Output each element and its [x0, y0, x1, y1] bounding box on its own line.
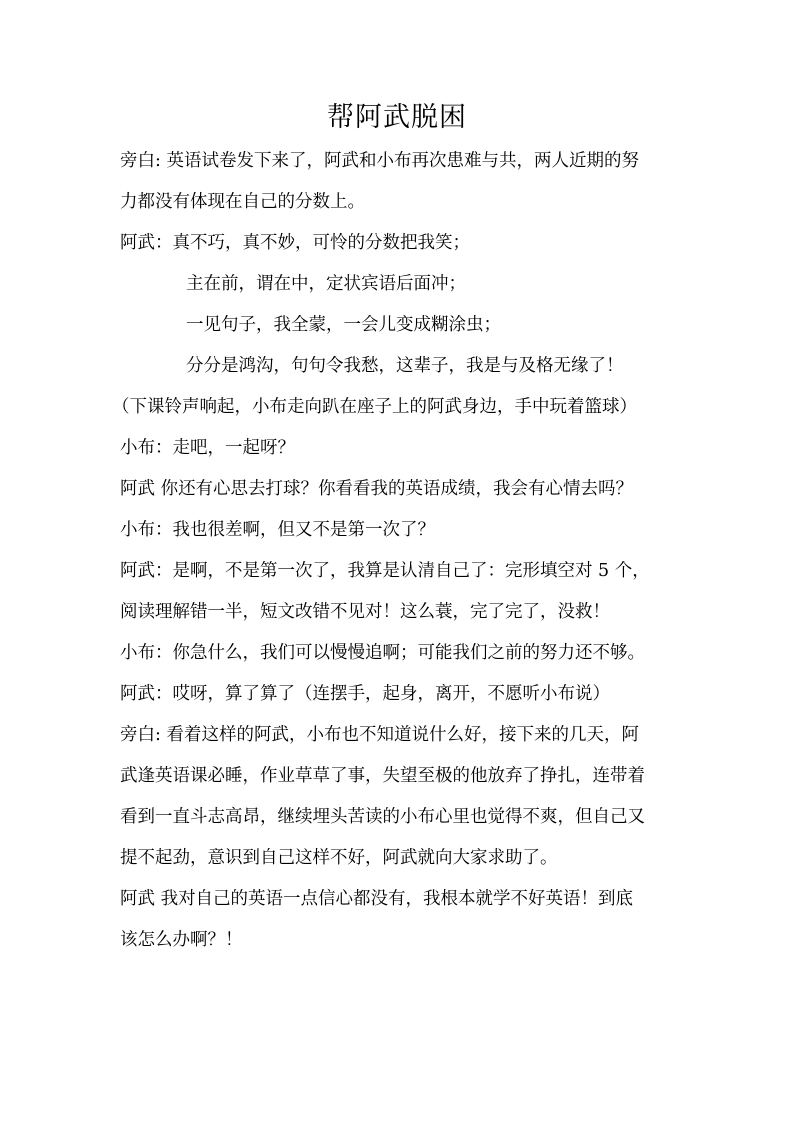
verse-line: 分分是鸿沟，句句令我愁，这辈子，我是与及格无缘了！: [186, 356, 624, 376]
dialogue-line-awu: 阿武 你还有心思去打球？你看看我的英语成绩，我会有心情去吗？: [120, 479, 634, 499]
verse-line: 主在前，谓在中，定状宾语后面冲；: [186, 274, 466, 294]
dialogue-line-awu: 阿武 我对自己的英语一点信心都没有，我根本就学不好英语！到底: [120, 889, 634, 909]
stage-direction: （下课铃声响起，小布走向趴在座子上的阿武身边，手中玩着篮球）: [112, 397, 637, 417]
dialogue-line-xiaobu: 小布：我也很差啊，但又不是第一次了？: [120, 520, 435, 540]
dialogue-line-awu: 阿武：是啊，不是第一次了，我算是认清自己了：完形填空对 5 个，: [120, 561, 650, 581]
dialogue-line-awu: 该怎么办啊？！: [120, 930, 243, 950]
narration-line: 旁白: 看着这样的阿武，小布也不知道说什么好，接下来的几天，阿: [120, 725, 639, 745]
dialogue-line-awu: 阅读理解错一半，短文改错不见对！这么蓑，完了完了，没救！: [120, 602, 610, 622]
verse-line: 一见句子，我全蒙，一会儿变成糊涂虫；: [186, 315, 501, 335]
dialogue-line-awu: 阿武：真不巧，真不妙，可怜的分数把我笑；: [120, 233, 470, 253]
narration-line: 力都没有体现在自己的分数上。: [120, 192, 365, 212]
dialogue-line-awu: 阿武：哎呀，算了算了（连摆手，起身，离开，不愿听小布说）: [120, 684, 610, 704]
dialogue-line-xiaobu: 小布：你急什么，我们可以慢慢追啊；可能我们之前的努力还不够。: [120, 643, 645, 663]
narration-line: 武逢英语课必睡，作业草草了事，失望至极的他放弃了挣扎，连带着: [120, 766, 645, 786]
narration-line: 旁白: 英语试卷发下来了，阿武和小布再次患难与共，两人近期的努: [120, 151, 639, 171]
document-body: [112, 144, 680, 964]
narration-line: 提不起劲，意识到自己这样不好，阿武就向大家求助了。: [120, 848, 558, 868]
dialogue-line-xiaobu: 小布：走吧，一起呀？: [120, 438, 295, 458]
narration-line: 看到一直斗志高昂，继续埋头苦读的小布心里也觉得不爽，但自己又: [120, 807, 645, 827]
document-title: 帮阿武脱困: [327, 102, 467, 133]
